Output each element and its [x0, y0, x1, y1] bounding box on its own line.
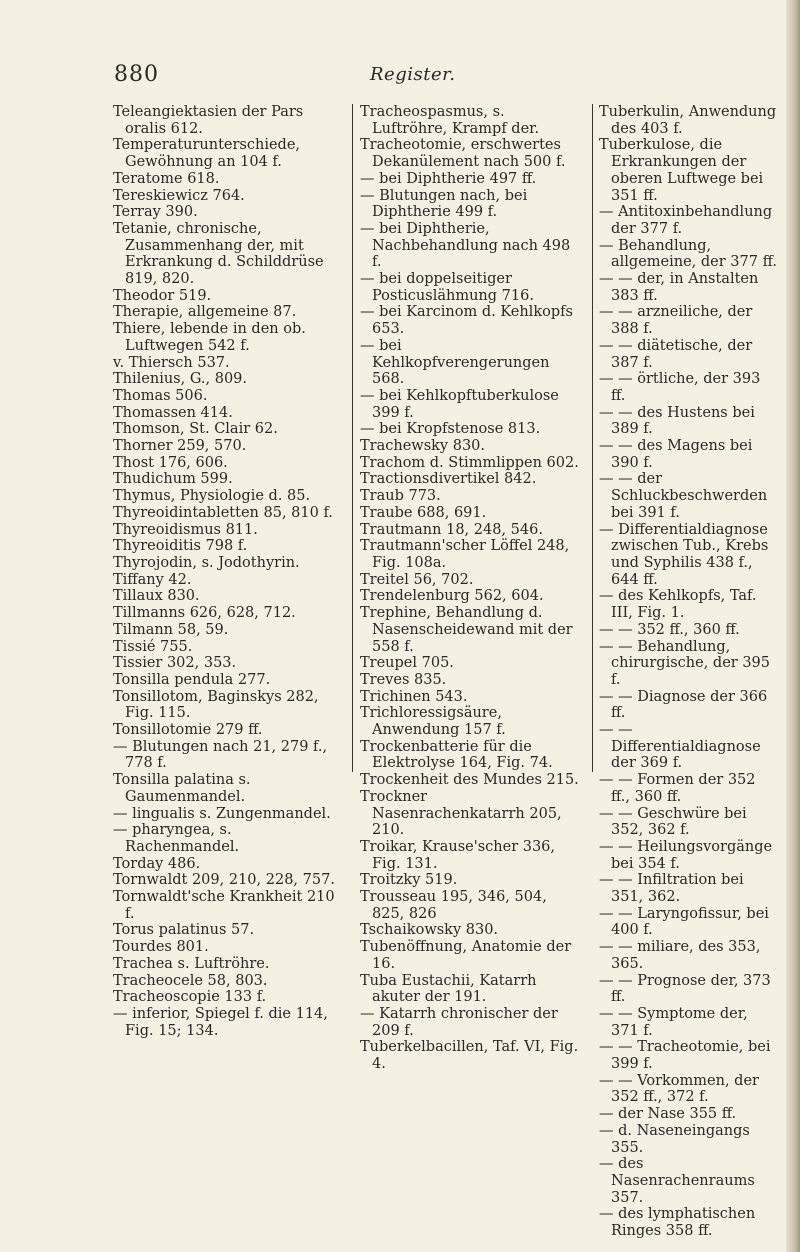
index-entry: — — des Magens bei 390 f. [599, 438, 753, 471]
index-entry: Traube 688, 691. [360, 504, 487, 521]
index-entry: Teratome 618. [113, 170, 220, 187]
index-entry: Tourdes 801. [113, 939, 209, 956]
index-entry: — lingualis s. Zungenmandel. [113, 805, 331, 822]
index-entry: — des lymphatischen Ringes 358 ff. [599, 1206, 756, 1240]
index-entry: Tereskiewicz 764. [113, 187, 245, 204]
index-entry: — — Laryngofissur, bei 400 f. [599, 905, 769, 939]
index-entry: Trockenheit des Mundes 215. [360, 772, 579, 789]
index-entry: Troitzky 519. [360, 872, 458, 889]
index-entry: — — miliare, des 353, 365. [599, 939, 761, 972]
index-entry: Trendelenburg 562, 604. [360, 588, 544, 605]
index-entry: Therapie, allgemeine 87. [113, 304, 297, 321]
index-entry: Thomson, St. Clair 62. [113, 421, 278, 438]
index-entry: Thyreoidintabletten 85, 810 f. [113, 504, 333, 521]
index-entry: — bei Karcinom d. Kehlkopfs 653. [360, 304, 573, 338]
page-number: 880 [114, 62, 159, 87]
index-entry: Thomassen 414. [113, 404, 233, 421]
index-entry: — bei Kehlkopfverengerungen 568. [360, 337, 550, 388]
index-entry: Trautmann 18, 248, 546. [360, 521, 543, 538]
index-column-2 [360, 104, 580, 1073]
index-entry: Thymus, Physiologie d. 85. [113, 488, 311, 505]
index-entry: Tillmanns 626, 628, 712. [113, 605, 296, 622]
index-entry: — — Geschwüre bei 352, 362 f. [599, 805, 747, 839]
index-entry: Treitel 56, 702. [360, 571, 474, 588]
index-entry: — — Prognose der, 373 ff. [599, 972, 771, 1006]
index-entry: Trockenbatterie für die Elektrolyse 164, Fig. 74. [360, 738, 553, 772]
index-entry: — — Symptome der, 371 f. [599, 1005, 748, 1039]
index-entry: Trockner Nasenrachenkatarrh 205, 210. [360, 788, 562, 839]
index-entry: Thyreoidismus 811. [113, 521, 258, 538]
index-entry: — bei Diphtherie 497 ff. [360, 170, 537, 187]
index-entry: — bei Kehlkopftuberkulose 399 f. [360, 387, 559, 421]
column-divider [592, 104, 593, 772]
index-entry: — Behandlung, allgemeine, der 377 ff. [599, 237, 777, 271]
index-entry: Treves 835. [360, 671, 447, 688]
index-entry: — Blutungen nach 21, 279 f., 778 f. [113, 738, 328, 772]
index-entry: Tissier 302, 353. [113, 655, 237, 672]
index-entry: — — diätetische, der 387 f. [599, 337, 753, 371]
index-entry: Thilenius, G., 809. [113, 371, 248, 388]
index-entry: — der Nase 355 ff. [599, 1106, 737, 1123]
index-entry: — — Behandlung, chirurgische, der 395 f. [599, 638, 770, 688]
index-entry: Thudichum 599. [113, 471, 233, 488]
index-entry: Thomas 506. [113, 387, 208, 404]
index-entry: — bei Diphtherie, Nachbehandlung nach 498 f. [360, 220, 571, 271]
index-entry: — — Vorkommen, der 352 ff., 372 f. [599, 1072, 759, 1106]
index-entry: Thost 176, 606. [113, 454, 228, 471]
index-entry: Tonsillotomie 279 ff. [113, 722, 263, 739]
index-entry: Troikar, Krause'scher 336, Fig. 131. [360, 838, 556, 872]
index-entry: Trachom d. Stimmlippen 602. [360, 454, 579, 471]
index-entry: — Antitoxinbehandlung der 377 f. [599, 204, 773, 237]
index-entry: Tubenöffnung, Anatomie der 16. [360, 939, 572, 972]
index-entry: Tiffany 42. [113, 571, 192, 588]
index-entry: Teleangiektasien der Pars oralis 612. [113, 104, 304, 137]
index-entry: Thiere, lebende in den ob. Luftwegen 542 f. [113, 321, 306, 354]
index-entry: Trephine, Behandlung d. Nasenscheidewand mit der 558 f. [360, 605, 573, 655]
index-entry: — — 352 ff., 360 ff. [599, 621, 740, 638]
index-entry: v. Thiersch 537. [113, 354, 230, 371]
index-entry: Thyreoiditis 798 f. [113, 538, 248, 555]
index-entry: — — Differentialdiagnose der 369 f. [599, 722, 761, 772]
index-entry: — — des Hustens bei 389 f. [599, 404, 755, 438]
index-entry: — — arzneiliche, der 388 f. [599, 304, 753, 338]
index-entry: Terray 390. [113, 204, 198, 221]
index-entry: Tracheoscopie 133 f. [113, 989, 267, 1006]
index-entry: Tracheospasmus, s. Luftröhre, Krampf der. [360, 104, 540, 137]
index-entry: Tillaux 830. [113, 588, 200, 605]
index-entry: Thyrojodin, s. Jodothyrin. [113, 554, 300, 571]
index-entry: — bei doppelseitiger Posticuslähmung 716. [360, 271, 534, 304]
index-entry: — Katarrh chronischer der 209 f. [360, 1005, 558, 1039]
index-entry: — Differentialdiagnose zwischen Tub., Krebs und Syphilis 438 f., 644 ff. [599, 521, 769, 588]
index-entry: Tonsillotom, Baginskys 282, Fig. 115. [113, 688, 319, 722]
index-entry: Tonsilla palatina s. Gaumenmandel. [113, 772, 251, 805]
index-entry: — — Infiltration bei 351, 362. [599, 872, 744, 906]
index-entry: Torus palatinus 57. [113, 922, 255, 939]
index-entry: Tilmann 58, 59. [113, 621, 229, 638]
index-entry: Trautmann'scher Löffel 248, Fig. 108a. [360, 538, 570, 571]
index-entry: Tissié 755. [113, 638, 193, 655]
index-entry: — pharyngea, s. Rachenmandel. [113, 822, 240, 855]
index-entry: Treupel 705. [360, 655, 454, 672]
index-entry: Trichinen 543. [360, 688, 468, 705]
index-entry: Trachea s. Luftröhre. [113, 955, 270, 972]
index-entry: — des Nasenrachenraums 357. [599, 1156, 755, 1206]
index-entry: Theodor 519. [113, 287, 212, 304]
index-entry: Tuba Eustachii, Katarrh akuter der 191. [360, 972, 537, 1006]
index-entry: — des Kehlkopfs, Taf. III, Fig. 1. [599, 588, 757, 622]
index-entry: Tornwaldt 209, 210, 228, 757. [113, 872, 335, 889]
index-entry: — — örtliche, der 393 ff. [599, 371, 761, 404]
index-entry: Trichloressigsäure, Anwendung 157 f. [360, 705, 506, 739]
index-entry: Tonsilla pendula 277. [113, 671, 271, 688]
index-entry: Tractionsdivertikel 842. [360, 471, 537, 488]
index-entry: Thorner 259, 570. [113, 438, 247, 455]
index-entry: — — Heilungsvorgänge bei 354 f. [599, 838, 773, 872]
index-entry: Tuberkulose, die Erkrankungen der oberen Luftwege bei 351 ff. [599, 137, 764, 204]
index-entry: Temperaturunterschiede, Gewöhnung an 104 f. [113, 137, 301, 171]
running-head: Register. [370, 64, 456, 85]
index-entry: — — Formen der 352 ff., 360 ff. [599, 772, 756, 805]
index-entry: — Blutungen nach, bei Diphtherie 499 f. [360, 187, 528, 221]
index-entry: — — der, in Anstalten 383 ff. [599, 271, 759, 304]
index-entry: Torday 486. [113, 855, 201, 872]
index-entry: Tuberkulin, Anwendung des 403 f. [599, 104, 777, 137]
index-entry: — — Diagnose der 366 ff. [599, 688, 768, 722]
index-entry: Tracheotomie, erschwertes Dekanülement nach 500 f. [360, 137, 566, 171]
index-entry: Tschaikowsky 830. [360, 922, 499, 939]
index-entry: Tracheocele 58, 803. [113, 972, 268, 989]
index-entry: Trachewsky 830. [360, 438, 486, 455]
index-entry: — — Tracheotomie, bei 399 f. [599, 1039, 771, 1073]
index-entry: Tornwaldt'sche Krankheit 210 f. [113, 889, 335, 922]
index-entry: Traub 773. [360, 488, 441, 505]
index-entry: Tetanie, chronische, Zusammenhang der, mit Erkrankung d. Schilddrüse 819, 820. [113, 220, 324, 288]
index-entry: — d. Naseneingangs 355. [599, 1122, 750, 1156]
page-edge [786, 0, 800, 1252]
index-entry: Tuberkelbacillen, Taf. VI, Fig. 4. [360, 1039, 579, 1073]
index-entry: — bei Kropfstenose 813. [360, 421, 541, 438]
column-divider [352, 104, 353, 772]
index-column-3 [599, 104, 779, 1240]
index-entry: — inferior, Spiegel f. die 114, Fig. 15; 134. [113, 1005, 328, 1039]
index-entry: — — der Schluckbeschwerden bei 391 f. [599, 471, 768, 521]
index-entry: Trousseau 195, 346, 504, 825, 826 [360, 889, 547, 922]
index-column-1 [113, 104, 341, 1039]
